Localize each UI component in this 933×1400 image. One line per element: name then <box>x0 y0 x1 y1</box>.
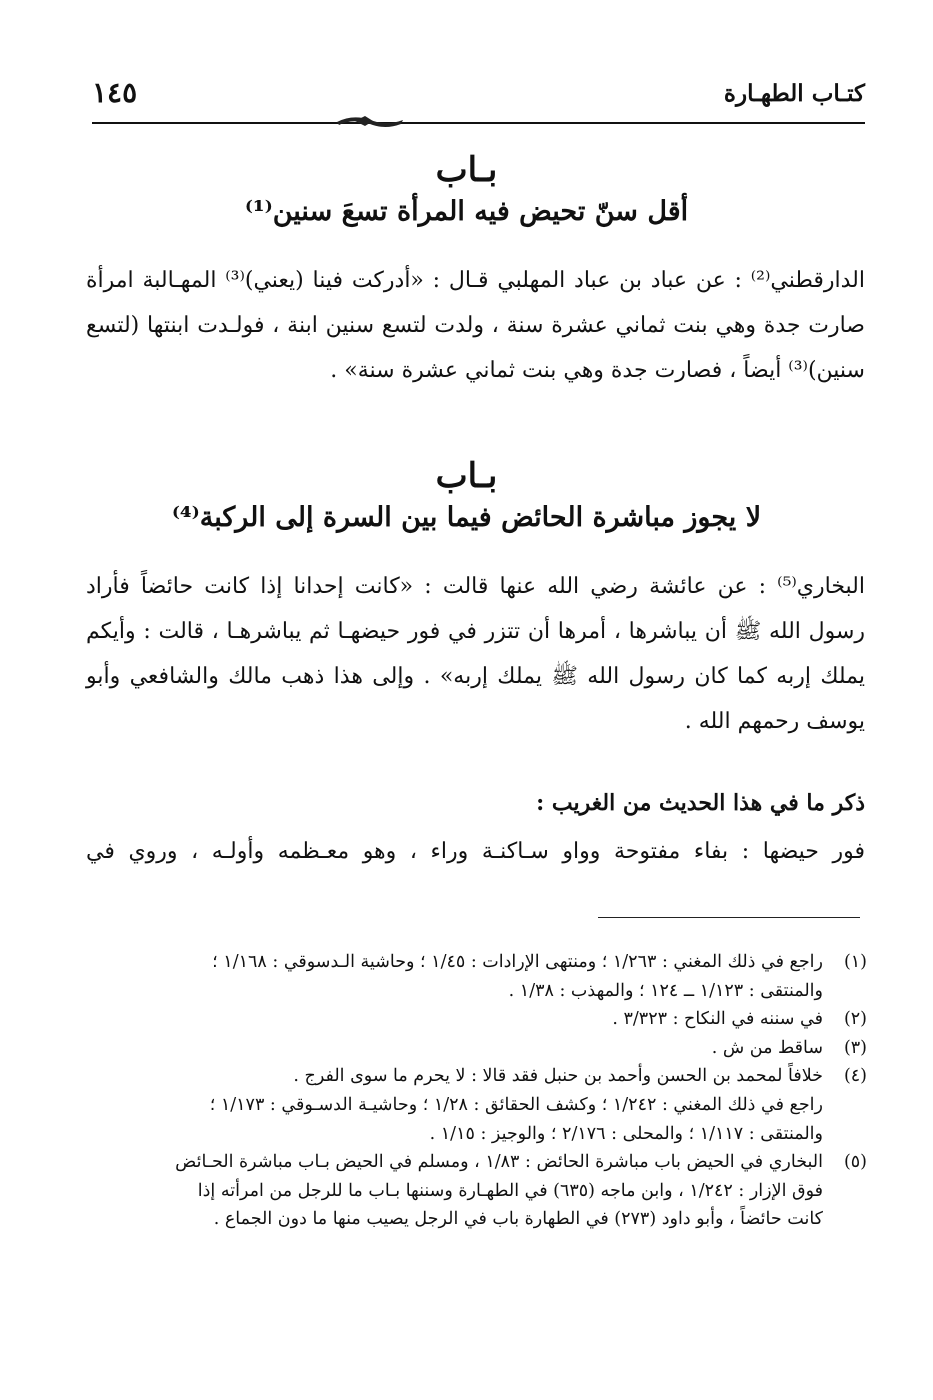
rule-ornament-icon <box>335 112 405 132</box>
footnote-line: فوق الإزار : ١/٢٤٢ ، وابن ماجه (٦٣٥) في الطهـارة وسننها بـاب ما للرجل من امرأته إذا <box>197 1180 823 1201</box>
footnotes <box>88 948 867 1234</box>
footnote-number: (٤) <box>843 1066 867 1087</box>
footnote-line: راجع في ذلك المغني : ١/٢٤٢ ؛ وكشف الحقائق : ١/٢٨ ؛ وحاشيـة الدسـوقي : ١/١٧٣ ؛ <box>209 1094 823 1115</box>
footnote-1 <box>88 948 867 1005</box>
section-2-title: لا يجوز مباشرة الحائض فيما بين السرة إلى الركبة⁽⁴⁾ <box>171 502 762 533</box>
section-1-bab: بـاب <box>435 150 498 190</box>
footnote-text <box>88 1005 823 1034</box>
footnote-line: والمنتقى : ١/١١٧ ؛ والمحلى : ٢/١٧٦ ؛ والوجيز : ١/١٥ . <box>429 1123 823 1144</box>
section-1-title: أقل سنّ تحيض فيه المرأة تسعَ سنين⁽¹⁾ <box>244 196 689 227</box>
gharib-text: فور حيضها : بفاء مفتوحة وواو سـاكنـة وراء ، وهو معـظمه وأولـه ، وروي في <box>86 839 865 864</box>
footnote-line: خلافاً لمحمد بن الحسن وأحمد بن حنبل فقد قالا : لا يحرم ما سوى الفرج . <box>293 1066 823 1087</box>
footnote-line: ساقط من ش . <box>711 1037 823 1058</box>
gharib-heading: ذكر ما في هذا الحديث من الغريب : <box>536 790 865 816</box>
running-header <box>92 76 865 116</box>
section-2-bab: بـاب <box>435 456 498 496</box>
section-2-paragraph: البخاري⁽⁵⁾ : عن عائشة رضي الله عنها قالت : «كانت إحدانا إذا كانت حائضاً فأراد رسول الله ﷺ أن يباشرها ، أمرها أن تتزر في فور حيضهـا ثم يباشرهـا ، قالت : وأيكم يملك إربه كما كان رسول الله ﷺ يملك إربه» . وإلى هذا ذهب مالك والشافعي وأبو يوسف رحمهم الله . <box>86 574 865 734</box>
footnote-5 <box>88 1148 867 1234</box>
footnote-number: (٢) <box>843 1009 867 1030</box>
page-number: ١٤٥ <box>92 76 138 109</box>
footnote-line: والمنتقى : ١/١٢٣ ــ ١٢٤ ؛ والمهذب : ١/٣٨ . <box>508 980 823 1001</box>
footnote-4 <box>88 1062 867 1148</box>
footnote-text <box>88 1148 823 1234</box>
footnote-number: (٣) <box>843 1037 867 1058</box>
header-rule <box>92 122 865 124</box>
footnote-line: في سننه في النكاح : ٣/٣٢٣ . <box>612 1009 823 1030</box>
footnote-number: (٥) <box>843 1152 867 1173</box>
footnote-2 <box>88 1005 867 1034</box>
footnote-text <box>88 948 823 1005</box>
footnote-number: (١) <box>843 952 867 972</box>
footnote-text <box>88 1034 823 1063</box>
section-1-paragraph: الدارقطني⁽²⁾ : عن عباد بن عباد المهلبي قـال : «أدركت فينا (يعني)⁽³⁾ المهـالبة امرأة صارت جدة وهي بنت ثماني عشرة سنة ، ولدت لتسع سنين ابنة ، فولـدت ابنتها (لتسع سنين)⁽³⁾ أيضاً ، فصارت جدة وهي بنت ثماني عشرة سنة» . <box>86 268 865 383</box>
footnote-3 <box>88 1034 867 1063</box>
footnote-separator <box>598 917 860 918</box>
header-title: كتـاب الطهـارة <box>723 80 865 107</box>
footnote-line: راجع في ذلك المغني : ١/٢٦٣ ؛ ومنتهى الإرادات : ١/٤٥ ؛ وحاشية الـدسوقي : ١/١٦٨ ؛ <box>212 952 823 972</box>
footnote-line: البخاري في الحيض باب مباشرة الحائض : ١/٨٣ ، ومسلم في الحيض بـاب مباشرة الحـائض <box>175 1152 823 1173</box>
footnote-text <box>88 1062 823 1148</box>
footnote-line: كانت حائضاً ، وأبو داود (٢٧٣) في الطهارة باب في الرجل يصيب منها ما دون الجماع . <box>213 1209 823 1230</box>
